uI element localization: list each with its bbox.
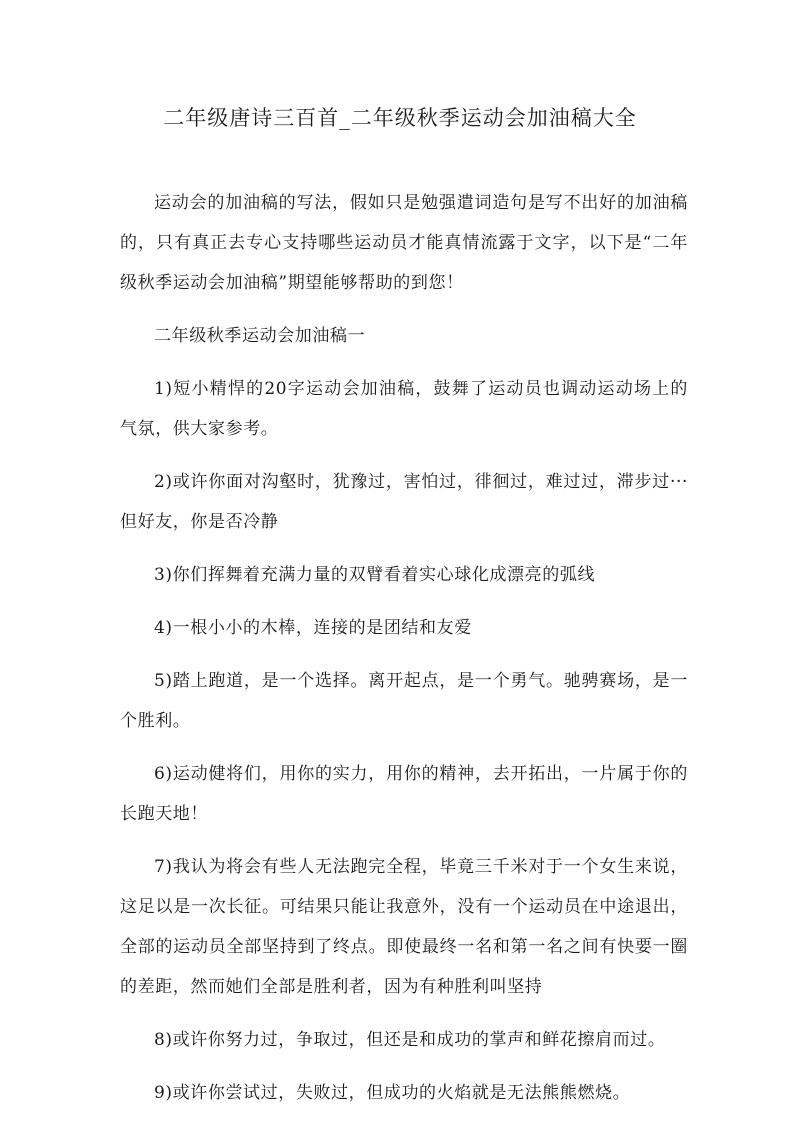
cheer-item-4: 4)一根小小的木棒，连接的是团结和友爱: [154, 618, 472, 638]
cheer-item-6: 6)运动健将们，用你的实力，用你的精神，去开拓出，一片属于你的长跑天地！: [120, 764, 688, 824]
cheer-item-5: 5)踏上跑道，是一个选择。离开起点，是一个勇气。驰骋赛场，是一个胜利。: [120, 671, 688, 731]
section-heading: 二年级秋季运动会加油稿一: [154, 326, 366, 346]
document-body: [120, 183, 688, 1126]
cheer-item-9: 9)或许你尝试过，失败过，但成功的火焰就是无法熊熊燃烧。: [154, 1083, 631, 1103]
document-title: 二年级唐诗三百首_二年级秋季运动会加油稿大全: [163, 106, 637, 130]
intro-paragraph: 运动会的加油稿的写法，假如只是勉强遣词造句是写不出好的加油稿的，只有真正去专心支持哪些运动员才能真情流露于文字，以下是“二年级秋季运动会加油稿”期望能够帮助的到您！: [120, 193, 688, 293]
cheer-item-7: 7)我认为将会有些人无法跑完全程，毕竟三千米对于一个女生来说，这足以是一次长征。可结果只能让我意外，没有一个运动员在中途退出，全部的运动员全部坚持到了终点。即使最终一名和第一名之间有快要一圈的差距，然而她们全部是胜利者，因为有种胜利叫坚持: [120, 857, 688, 997]
cheer-item-1: 1)短小精悍的20字运动会加油稿，鼓舞了运动员也调动运动场上的气氛，供大家参考。: [120, 379, 688, 439]
cheer-item-3: 3)你们挥舞着充满力量的双臂看着实心球化成漂亮的弧线: [154, 565, 596, 585]
cheer-item-2: 2)或许你面对沟壑时，犹豫过，害怕过，徘徊过，难过过，滞步过···但好友，你是否冷静: [120, 472, 688, 532]
cheer-item-8: 8)或许你努力过，争取过，但还是和成功的掌声和鲜花擦肩而过。: [154, 1030, 666, 1050]
